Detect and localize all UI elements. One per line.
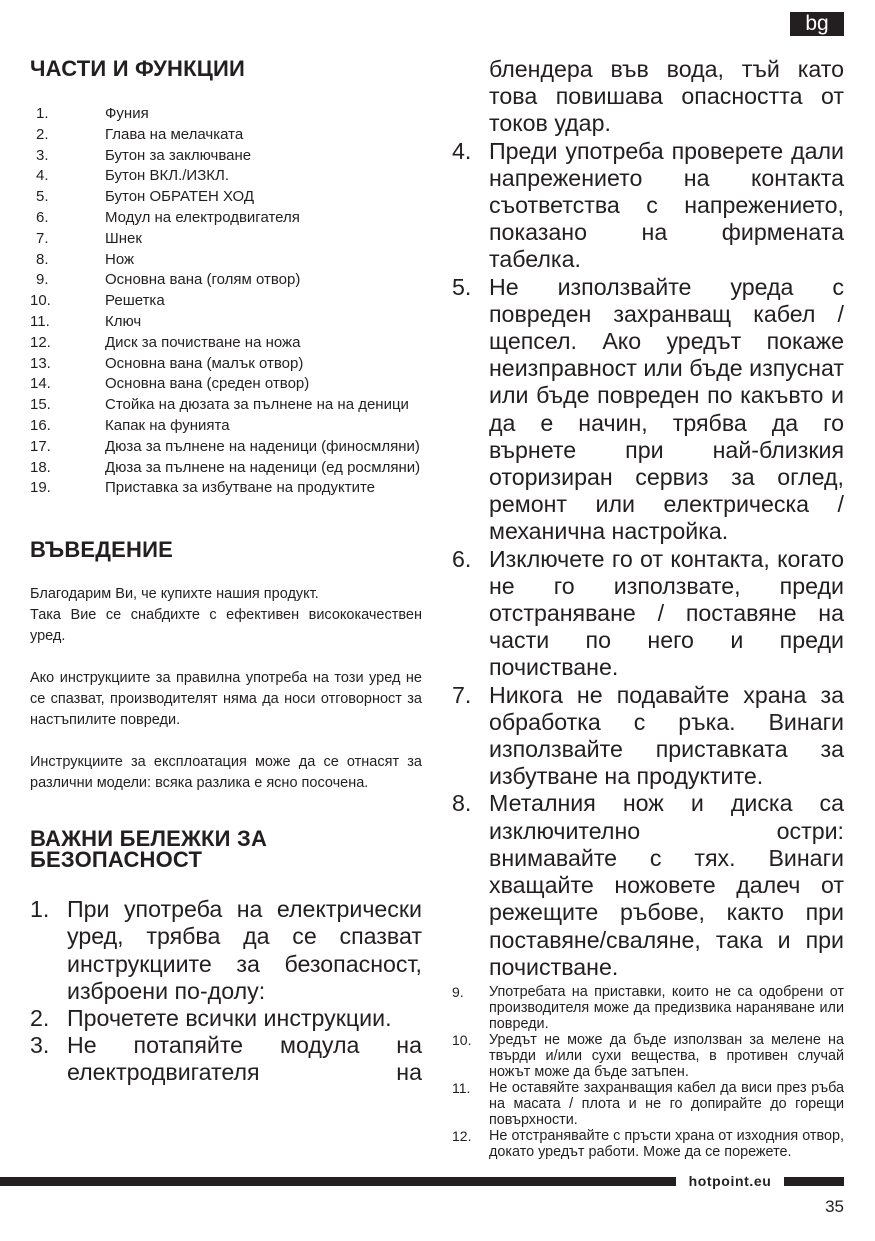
parts-list [30,104,422,499]
part-label: Бутон ВКЛ./ИЗКЛ. [105,167,230,185]
safety-item [30,1005,422,1032]
part-number: 18. [30,458,51,476]
safety-item-text: Уредът не може да бъде използван за мелене на твърди и/или сухи вещества, в противен случай ножът може да бъде затъпен. [489,1031,844,1080]
intro-paragraph: Така Вие се снабдихте с ефективен висококачествен уред. [30,607,422,645]
left-column [30,56,422,1087]
part-item [30,395,422,416]
safety-item-number: 10. [452,1031,472,1048]
safety-section-title: ВАЖНИ БЕЛЕЖКИ ЗА БЕЗОПАСНОСТ [30,826,268,873]
intro-paragraph: Благодарим Ви, че купихте нашия продукт. [30,586,319,603]
safety-item [30,1032,422,1086]
safety-list-small [452,984,844,1160]
safety-item-text: Изключете го от контакта, когато не го използвате, преди отстраняване / поставяне на части по него и преди почистване. [489,545,844,681]
part-label: Капак на фунията [105,416,230,434]
part-item [30,250,422,271]
part-number: 16. [30,416,51,434]
part-label: Основна вана (малък отвор) [105,354,304,372]
safety-item-small [452,984,844,1032]
part-item [30,229,422,250]
safety-item-text: Не отстранявайте с пръсти храна от изходния отвор, докато уредът работи. Може да се порежете. [489,1127,844,1160]
part-number: 2. [36,125,49,143]
safety-item-text: Не оставяйте захранващия кабел да виси през ръба на масата / плота и не го допирайте до горещи повърхности. [489,1079,844,1128]
parts-section-title: ЧАСТИ И ФУНКЦИИ [30,56,246,81]
part-label: Решетка [105,292,165,310]
safety-list-left [30,896,422,1086]
part-label: Диск за почистване на ножа [105,333,301,351]
page-number: 35 [825,1197,844,1216]
safety-item-text: Употребата на приставки, които не са одобрени от производителя може да предизвика нараняване или повреди. [489,983,844,1032]
safety-list-right [452,56,844,981]
safety-item [452,274,844,546]
footer-rule-right [784,1177,844,1186]
safety-item [452,546,844,682]
safety-item-number: 4. [452,137,472,164]
safety-item-text: Преди употреба проверете дали напрежението на контакта съответства с напрежението, показано на фирмената табелка. [489,137,844,273]
part-number: 5. [36,188,49,206]
part-label: Ключ [105,312,142,330]
safety-item-number: 9. [452,983,464,1000]
part-label: Дюза за пълнене на наденици (финосмляни) [105,437,420,455]
safety-item-text: Прочетете всички инструкции. [67,1004,392,1031]
part-number: 11. [30,312,50,330]
part-item [30,125,422,146]
part-label: Дюза за пълнене на наденици (ед росмляни) [105,458,421,476]
intro-section-title: ВЪВЕДЕНИЕ [30,537,174,563]
part-number: 3. [36,146,49,164]
part-number: 10. [30,292,51,310]
part-label: Основна вана (среден отвор) [105,375,310,393]
right-column [452,56,844,1160]
safety-item-text: Не използвайте уреда с повреден захранващ кабел / щепсел. Ако уредът покаже неизправност или бъде изпуснат или бъде повреден по какъвто и да е начин, трябва да го върнете при най-близкия оторизиран сервиз за оглед, ремонт или електрическа / механична настройка. [489,273,844,545]
safety-item-number: 12. [452,1127,472,1144]
part-label: Основна вана (голям отвор) [105,271,301,289]
part-number: 8. [36,250,49,268]
intro-text [30,584,422,794]
safety-item-number: 8. [452,790,472,817]
part-label: Фуния [105,105,149,122]
safety-item [452,138,844,274]
safety-item-text: Никога не подавайте храна за обработка с ръка. Винаги използвайте приставката за избутване на продуктите. [489,681,844,790]
safety-item-number: 5. [452,273,472,300]
part-item [30,187,422,208]
safety-item-small [452,1032,844,1080]
part-number: 12. [30,333,51,351]
part-label: Бутон за заключване [105,146,252,164]
part-label: Шнек [105,229,142,247]
part-item [30,478,422,499]
safety-item-small [452,1128,844,1160]
part-item [30,437,422,458]
part-number: 13. [30,354,51,372]
safety-item-text: Не потапяйте модула на електродвигателя на [67,1032,422,1086]
part-item [30,270,422,291]
safety-item-number: 6. [452,545,472,572]
part-item [30,374,422,395]
part-number: 19. [30,479,51,497]
footer-rule-left [0,1177,676,1186]
intro-paragraph: Ако инструкциите за правилна употреба на този уред не се спазват, производителят няма да носи отговорност за настъпилите повреди. [30,670,422,729]
part-label: Приставка за избутване на продуктите [105,479,376,497]
safety-item-text: При употреба на електрически уред, трябва да се спазват инструкциите за безопасност, изброени по-долу: [67,896,422,1004]
part-item [30,333,422,354]
safety-continuation-text: блендера във вода, тъй като това повишава опасността от токов удар. [489,56,844,137]
safety-item-continuation [452,56,844,138]
part-item [30,312,422,333]
part-number: 14. [30,375,51,393]
safety-item [452,790,844,980]
part-label: Глава на мелачката [105,125,244,143]
part-number: 1. [36,105,49,122]
part-item [30,291,422,312]
part-number: 9. [36,271,49,289]
part-item [30,416,422,437]
safety-item-number: 1. [30,896,50,923]
part-label: Модул на електродвигателя [105,208,300,226]
safety-item [452,682,844,791]
intro-paragraph: Инструкциите за експлоатация може да се отнасят за различни модели: всяка разлика е ясно посочена. [30,754,422,792]
part-item [30,458,422,479]
part-number: 15. [30,396,51,414]
part-item [30,354,422,375]
brand-logo: hotpoint.eu [688,1173,772,1189]
part-number: 17. [30,437,51,455]
part-number: 7. [36,229,49,247]
language-badge: bg [790,12,844,36]
safety-item [30,896,422,1005]
safety-item-small [452,1080,844,1128]
part-item [30,166,422,187]
part-item [30,208,422,229]
part-number: 6. [36,208,49,226]
part-label: Бутон ОБРАТЕН ХОД [105,188,255,206]
safety-item-number: 7. [452,681,472,708]
part-label: Нож [105,250,135,268]
part-label: Стойка на дюзата за пълнене на на деници [105,396,409,414]
safety-item-text: Металния нож и диска са изключително остри: внимавайте с тях. Винаги хващайте ножовете далеч от режещите ръбове, както при поставяне/сваляне, така и при почистване. [489,790,844,980]
part-item [30,104,422,125]
safety-item-number: 11. [452,1079,471,1096]
part-number: 4. [36,167,49,185]
part-item [30,146,422,167]
safety-item-number: 2. [30,1004,50,1031]
safety-item-number: 3. [30,1032,50,1059]
